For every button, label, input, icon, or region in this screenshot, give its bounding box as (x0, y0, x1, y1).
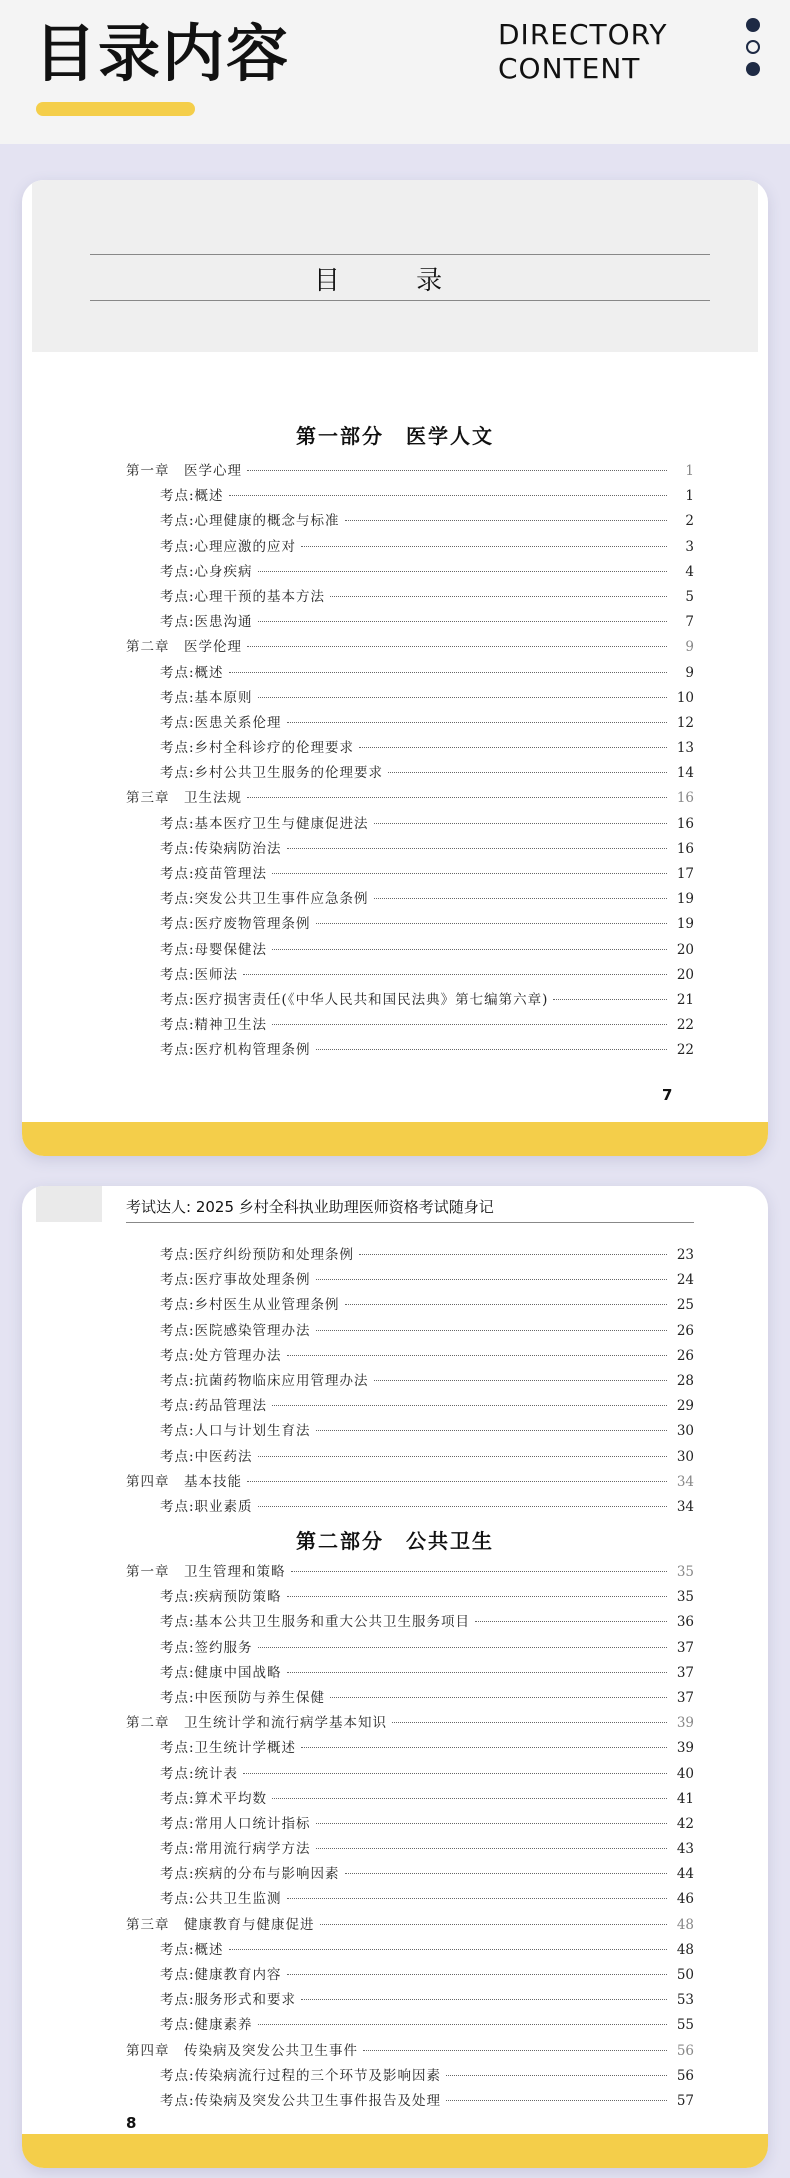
dot-leader (258, 2024, 667, 2025)
dot-leader (229, 495, 667, 496)
entry-page-number: 37 (676, 1664, 694, 1681)
entry-title: 第三章 健康教育与健康促进 (126, 1916, 315, 1933)
toc-point-entry[interactable] (126, 1661, 694, 1686)
dot-leader (272, 873, 667, 874)
dot-leader (258, 1647, 667, 1648)
entry-title: 考点:卫生统计学概述 (160, 1740, 297, 1757)
toc-point-entry[interactable] (126, 1787, 694, 1812)
dot-leader (330, 596, 667, 597)
entry-title: 考点:医疗损害责任(《中华人民共和国民法典》第七编第六章) (160, 991, 549, 1008)
dot-leader (316, 1330, 667, 1331)
dot-leader (272, 1798, 667, 1799)
toc-chapter-entry[interactable] (126, 635, 694, 660)
dot-leader (374, 898, 667, 899)
toc-point-entry[interactable] (126, 1585, 694, 1610)
entry-page-number: 30 (676, 1448, 694, 1465)
header-accent-bar (36, 102, 195, 116)
toc-point-entry[interactable] (126, 1495, 694, 1520)
dot-leader (287, 1974, 667, 1975)
entry-page-number: 19 (676, 891, 694, 908)
entry-title: 第四章 传染病及突发公共卫生事件 (126, 2042, 358, 2059)
entry-page-number: 3 (685, 538, 694, 555)
dot-leader (272, 949, 667, 950)
toc-point-entry[interactable] (126, 509, 694, 534)
toc-list (126, 1243, 694, 1520)
entry-title: 考点:统计表 (160, 1765, 239, 1782)
toc-point-entry[interactable] (126, 1837, 694, 1862)
toc-chapter-entry[interactable] (126, 2039, 694, 2064)
entry-page-number: 22 (676, 1042, 694, 1059)
entry-page-number: 37 (676, 1639, 694, 1656)
entry-title: 考点:药品管理法 (160, 1398, 268, 1415)
entry-page-number: 37 (676, 1689, 694, 1706)
toc-chapter-entry[interactable] (126, 1470, 694, 1495)
toc-point-entry[interactable] (126, 484, 694, 509)
dot-leader (330, 1697, 667, 1698)
toc-chapter-entry[interactable] (126, 1711, 694, 1736)
toc-point-entry[interactable] (126, 711, 694, 736)
entry-title: 考点:医疗机构管理条例 (160, 1042, 311, 1059)
entry-page-number: 14 (676, 765, 694, 782)
heading-rule-bottom (90, 300, 710, 301)
toc-point-entry[interactable] (126, 1887, 694, 1912)
entry-title: 考点:抗菌药物临床应用管理办法 (160, 1372, 369, 1389)
entry-title: 考点:概述 (160, 1941, 224, 1958)
entry-title: 考点:中医药法 (160, 1448, 253, 1465)
dot-leader (287, 1596, 667, 1597)
entry-title: 考点:概述 (160, 664, 224, 681)
toc-point-entry[interactable] (126, 761, 694, 786)
dot-leader (247, 797, 667, 798)
dot-leader (320, 1924, 668, 1925)
entry-page-number: 28 (676, 1372, 694, 1389)
entry-page-number: 41 (676, 1790, 694, 1807)
entry-title: 考点:心身疾病 (160, 563, 253, 580)
dot-leader (258, 697, 667, 698)
card-footer-bar (22, 1122, 768, 1156)
toc-point-entry[interactable] (126, 686, 694, 711)
entry-title: 考点:服务形式和要求 (160, 1992, 297, 2009)
entry-title: 考点:医院感染管理办法 (160, 1322, 311, 1339)
entry-title: 第二章 卫生统计学和流行病学基本知识 (126, 1715, 387, 1732)
entry-page-number: 35 (676, 1589, 694, 1606)
entry-title: 考点:处方管理办法 (160, 1347, 282, 1364)
carousel-dots (746, 18, 762, 84)
toc-point-entry[interactable] (126, 1445, 694, 1470)
entry-page-number: 7 (685, 614, 694, 631)
toc-point-entry[interactable] (126, 1812, 694, 1837)
entry-title: 考点:健康中国战略 (160, 1664, 282, 1681)
dot-leader (345, 520, 667, 521)
toc-list (126, 1560, 694, 2114)
page-number: 7 (662, 1086, 673, 1104)
dot-leader (345, 1873, 667, 1874)
entry-title: 考点:职业素质 (160, 1498, 253, 1515)
toc-point-entry[interactable] (126, 1938, 694, 1963)
dot-leader (553, 999, 667, 1000)
toc-point-entry[interactable] (126, 2089, 694, 2114)
toc-chapter-entry[interactable] (126, 1913, 694, 1938)
entry-title: 考点:医师法 (160, 966, 239, 983)
dot-leader (243, 1773, 667, 1774)
toc-chapter-entry[interactable] (126, 459, 694, 484)
dot-leader (243, 974, 667, 975)
entry-title: 考点:常用人口统计指标 (160, 1815, 311, 1832)
entry-title: 考点:医疗纠纷预防和处理条例 (160, 1247, 355, 1263)
entry-title: 考点:心理健康的概念与标准 (160, 513, 340, 530)
toc-point-entry[interactable] (126, 1013, 694, 1038)
entry-title: 考点:医患沟通 (160, 614, 253, 631)
entry-title: 考点:签约服务 (160, 1639, 253, 1656)
entry-title: 考点:医疗事故处理条例 (160, 1272, 311, 1289)
entry-page-number: 44 (676, 1866, 694, 1883)
corner-tab (36, 1186, 102, 1222)
entry-page-number: 20 (676, 966, 694, 983)
dot-hollow-icon[interactable] (746, 40, 760, 54)
entry-page-number: 53 (676, 1992, 694, 2009)
dot-leader (229, 1949, 667, 1950)
entry-page-number: 21 (676, 991, 694, 1008)
entry-title: 考点:突发公共卫生事件应急条例 (160, 891, 369, 908)
entry-title: 第三章 卫生法规 (126, 790, 242, 807)
toc-point-entry[interactable] (126, 887, 694, 912)
dot-leader (475, 1621, 667, 1622)
entry-title: 考点:医疗废物管理条例 (160, 916, 311, 933)
toc-point-entry[interactable] (126, 812, 694, 837)
dot-leader (316, 1430, 667, 1431)
entry-title: 考点:传染病流行过程的三个环节及影响因素 (160, 2067, 442, 2084)
entry-title: 考点:传染病防治法 (160, 840, 282, 857)
entry-title: 第一章 医学心理 (126, 463, 242, 479)
entry-page-number: 9 (685, 639, 694, 656)
entry-title: 考点:基本原则 (160, 689, 253, 706)
entry-page-number: 5 (685, 588, 694, 605)
toc-point-entry[interactable] (126, 2013, 694, 2038)
entry-page-number: 43 (676, 1841, 694, 1858)
toc-point-entry[interactable] (126, 1038, 694, 1063)
entry-title: 第一章 卫生管理和策略 (126, 1564, 286, 1580)
entry-page-number: 36 (676, 1614, 694, 1631)
page-header (0, 0, 790, 144)
dot-leader (301, 1999, 667, 2000)
dot-leader (446, 2100, 667, 2101)
dot-leader (247, 1481, 667, 1482)
toc-point-entry[interactable] (126, 736, 694, 761)
toc-heading: 目 录 (313, 266, 477, 296)
toc-point-entry[interactable] (126, 1636, 694, 1661)
part-title: 第二部分 公共卫生 (296, 1529, 494, 1553)
dot-filled-icon[interactable] (746, 62, 760, 76)
toc-point-entry[interactable] (126, 1268, 694, 1293)
entry-page-number: 34 (676, 1473, 694, 1490)
dot-leader (363, 2050, 667, 2051)
entry-title: 考点:精神卫生法 (160, 1017, 268, 1034)
entry-page-number: 42 (676, 1815, 694, 1832)
toc-list (126, 459, 694, 1064)
entry-title: 第四章 基本技能 (126, 1473, 242, 1490)
entry-title: 考点:健康教育内容 (160, 1967, 282, 1983)
toc-point-entry[interactable] (126, 837, 694, 862)
toc-point-entry[interactable] (126, 2064, 694, 2089)
toc-point-entry[interactable] (126, 1243, 694, 1268)
entry-page-number: 29 (676, 1398, 694, 1415)
dot-leader (316, 923, 667, 924)
dot-leader (388, 772, 667, 773)
toc-point-entry[interactable] (126, 912, 694, 937)
toc-point-entry[interactable] (126, 1686, 694, 1711)
dot-leader (272, 1024, 667, 1025)
toc-point-entry[interactable] (126, 1862, 694, 1887)
entry-page-number: 39 (676, 1740, 694, 1757)
header-en-line2: CONTENT (498, 52, 641, 85)
dot-leader (374, 1380, 667, 1381)
entry-page-number: 26 (676, 1322, 694, 1339)
toc-chapter-entry[interactable] (126, 786, 694, 811)
entry-page-number: 55 (676, 2017, 694, 2034)
entry-page-number: 25 (676, 1297, 694, 1314)
dot-leader (287, 1355, 667, 1356)
header-title: 目录内容 (34, 17, 291, 90)
entry-page-number: 46 (676, 1891, 694, 1908)
entry-page-number: 39 (676, 1715, 694, 1732)
dot-leader (258, 621, 667, 622)
toc-point-entry[interactable] (126, 1369, 694, 1394)
entry-title: 考点:基本公共卫生服务和重大公共卫生服务项目 (160, 1614, 471, 1631)
entry-page-number: 35 (676, 1564, 694, 1580)
dot-leader (258, 1506, 667, 1507)
entry-page-number: 48 (676, 1941, 694, 1958)
toc-point-entry[interactable] (126, 1419, 694, 1444)
entry-page-number: 56 (676, 2042, 694, 2059)
dot-leader (316, 1279, 667, 1280)
entry-page-number: 17 (676, 866, 694, 882)
entry-title: 考点:母婴保健法 (160, 941, 268, 958)
entry-title: 考点:心理应激的应对 (160, 538, 297, 555)
toc-point-entry[interactable] (126, 1988, 694, 2013)
entry-title: 考点:中医预防与养生保健 (160, 1689, 326, 1706)
dot-leader (287, 722, 667, 723)
dot-leader (301, 546, 667, 547)
entry-page-number: 12 (676, 714, 694, 731)
header-en-line1: DIRECTORY (498, 18, 668, 51)
dot-leader (247, 646, 667, 647)
entry-title: 考点:常用流行病学方法 (160, 1841, 311, 1858)
entry-page-number: 50 (676, 1967, 694, 1983)
entry-page-number: 9 (685, 664, 694, 681)
toc-chapter-entry[interactable] (126, 1560, 694, 1585)
entry-page-number: 40 (676, 1765, 694, 1782)
toc-page-card-1 (22, 180, 768, 1156)
entry-page-number: 20 (676, 941, 694, 958)
entry-title: 考点:医患关系伦理 (160, 714, 282, 731)
entry-page-number: 16 (676, 815, 694, 832)
dot-leader (301, 1747, 667, 1748)
dot-leader (359, 1254, 667, 1255)
entry-page-number: 26 (676, 1347, 694, 1364)
dot-leader (247, 470, 667, 471)
entry-page-number: 56 (676, 2067, 694, 2084)
dot-leader (374, 823, 667, 824)
entry-title: 考点:传染病及突发公共卫生事件报告及处理 (160, 2092, 442, 2109)
dot-leader (446, 2075, 667, 2076)
toc-point-entry[interactable] (126, 585, 694, 610)
dot-leader (316, 1049, 667, 1050)
toc-point-entry[interactable] (126, 661, 694, 686)
dot-leader (359, 747, 667, 748)
entry-page-number: 2 (685, 513, 694, 530)
entry-title: 考点:疾病预防策略 (160, 1589, 282, 1606)
dot-leader (316, 1848, 667, 1849)
toc-point-entry[interactable] (126, 963, 694, 988)
page-number: 8 (126, 2114, 137, 2132)
dot-leader (272, 1405, 667, 1406)
dot-leader (392, 1722, 667, 1723)
entry-page-number: 1 (685, 488, 694, 505)
entry-title: 考点:乡村公共卫生服务的伦理要求 (160, 765, 384, 782)
entry-page-number: 16 (676, 790, 694, 807)
dot-leader (345, 1304, 667, 1305)
toc-point-entry[interactable] (126, 1762, 694, 1787)
entry-page-number: 24 (676, 1272, 694, 1289)
toc-point-entry[interactable] (126, 1319, 694, 1344)
toc-point-entry[interactable] (126, 1963, 694, 1988)
entry-title: 考点:疾病的分布与影响因素 (160, 1866, 340, 1883)
toc-point-entry[interactable] (126, 560, 694, 585)
dot-leader (258, 1456, 667, 1457)
dot-leader (287, 848, 667, 849)
entry-title: 考点:乡村医生从业管理条例 (160, 1297, 340, 1314)
entry-title: 考点:疫苗管理法 (160, 866, 268, 882)
entry-title: 考点:算术平均数 (160, 1790, 268, 1807)
toc-point-entry[interactable] (126, 1610, 694, 1635)
toc-point-entry[interactable] (126, 1293, 694, 1318)
entry-title: 第二章 医学伦理 (126, 639, 242, 656)
toc-point-entry[interactable] (126, 862, 694, 887)
entry-page-number: 23 (676, 1247, 694, 1263)
dot-filled-icon[interactable] (746, 18, 760, 32)
running-head-rule (126, 1222, 694, 1223)
entry-title: 考点:基本医疗卫生与健康促进法 (160, 815, 369, 832)
entry-page-number: 10 (676, 689, 694, 706)
entry-page-number: 34 (676, 1498, 694, 1515)
toc-page-card-2 (22, 1186, 768, 2168)
dot-leader (258, 571, 667, 572)
entry-title: 考点:人口与计划生育法 (160, 1423, 311, 1440)
entry-page-number: 16 (676, 840, 694, 857)
running-head: 考试达人: 2025 乡村全科执业助理医师资格考试随身记 (126, 1198, 494, 1216)
entry-title: 考点:概述 (160, 488, 224, 505)
toc-point-entry[interactable] (126, 988, 694, 1013)
entry-page-number: 4 (685, 563, 694, 580)
entry-title: 考点:健康素养 (160, 2017, 253, 2034)
entry-page-number: 48 (676, 1916, 694, 1933)
toc-point-entry[interactable] (126, 1344, 694, 1369)
entry-title: 考点:公共卫生监测 (160, 1891, 282, 1908)
dot-leader (287, 1898, 667, 1899)
entry-title: 考点:乡村全科诊疗的伦理要求 (160, 740, 355, 757)
toc-point-entry[interactable] (126, 1394, 694, 1419)
dot-leader (316, 1823, 667, 1824)
dot-leader (229, 672, 667, 673)
toc-point-entry[interactable] (126, 610, 694, 635)
part-title: 第一部分 医学人文 (296, 424, 494, 448)
toc-point-entry[interactable] (126, 938, 694, 963)
card-footer-bar (22, 2134, 768, 2168)
entry-page-number: 13 (676, 740, 694, 757)
dot-leader (287, 1672, 667, 1673)
entry-page-number: 19 (676, 916, 694, 933)
heading-rule-top (90, 254, 710, 255)
entry-title: 考点:心理干预的基本方法 (160, 588, 326, 605)
dot-leader (291, 1571, 668, 1572)
entry-page-number: 22 (676, 1017, 694, 1034)
toc-point-entry[interactable] (126, 535, 694, 560)
entry-page-number: 57 (676, 2092, 694, 2109)
entry-page-number: 30 (676, 1423, 694, 1440)
header-english-title (498, 18, 667, 86)
toc-point-entry[interactable] (126, 1736, 694, 1761)
entry-page-number: 1 (685, 463, 694, 479)
